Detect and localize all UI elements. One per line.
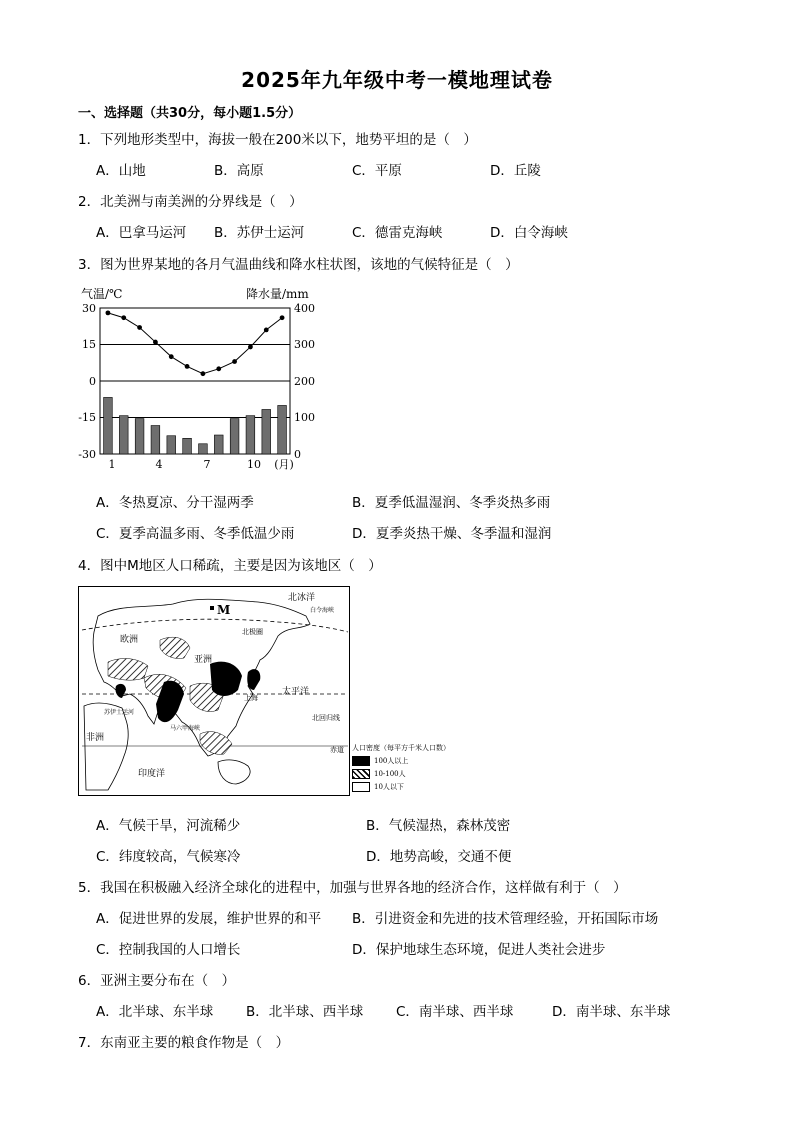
temp-point-2 <box>121 315 126 320</box>
precip-bar-3 <box>135 419 144 454</box>
precip-bar-4 <box>151 426 160 454</box>
left-tick-15: 15 <box>82 338 96 351</box>
temp-point-8 <box>216 366 221 371</box>
label-shanghai: 上海 <box>244 694 258 702</box>
question-3: 3．图为世界某地的各月气温曲线和降水柱状图，该地的气候特征是（ ） <box>78 257 519 273</box>
q2-option-a[interactable]: A．巴拿马运河 <box>96 225 187 241</box>
precip-bar-12 <box>278 405 287 454</box>
q4-option-d[interactable]: D．地势高峻，交通不便 <box>366 849 512 865</box>
question-6: 6．亚洲主要分布在（ ） <box>78 973 236 989</box>
q1-option-c[interactable]: C．平原 <box>352 163 402 179</box>
label-pacific: 太平洋 <box>282 687 310 697</box>
q1-option-a[interactable]: A．山地 <box>96 163 146 179</box>
precip-bar-6 <box>183 438 192 454</box>
q5-option-c[interactable]: C．控制我国的人口增长 <box>96 942 241 958</box>
legend-swatch-medium <box>352 769 370 779</box>
q6-option-b[interactable]: B．北半球、西半球 <box>246 1004 364 1020</box>
legend-label-medium: 10-100人 <box>374 770 406 778</box>
precip-bar-8 <box>214 435 223 454</box>
temp-point-5 <box>169 354 174 359</box>
right-ticks <box>294 302 315 461</box>
temperature-curve <box>108 313 282 374</box>
climate-chart <box>76 284 326 474</box>
label-malacca: 马六甲海峡 <box>170 725 201 732</box>
label-indian-ocean: 印度洋 <box>138 769 166 779</box>
question-5: 5．我国在积极融入经济全球化的进程中，加强与世界各地的经济合作，这样做有利于（ ） <box>78 880 627 896</box>
map-legend <box>352 743 482 792</box>
q4-option-b[interactable]: B．气候湿热，森林茂密 <box>366 818 511 834</box>
question-1: 1．下列地形类型中，海拔一般在200米以下，地势平坦的是（ ） <box>78 132 477 148</box>
label-asia: 亚洲 <box>194 655 213 665</box>
q2-option-c[interactable]: C．德雷克海峡 <box>352 225 443 241</box>
legend-item-low <box>352 782 482 792</box>
temperature-line <box>106 310 285 376</box>
label-africa: 非洲 <box>86 733 105 743</box>
temp-point-3 <box>137 325 142 330</box>
x-ticks <box>109 458 294 471</box>
label-tropic: 北回归线 <box>312 714 340 722</box>
legend-item-medium <box>352 769 482 779</box>
question-7: 7．东南亚主要的粮食作物是（ ） <box>78 1035 290 1051</box>
right-tick-400: 400 <box>294 302 315 315</box>
q5-option-a[interactable]: A．促进世界的发展，维护世界的和平 <box>96 911 322 927</box>
temp-point-7 <box>201 371 206 376</box>
left-tick-30: 30 <box>82 302 96 315</box>
legend-swatch-low <box>352 782 370 792</box>
q2-option-b[interactable]: B．苏伊士运河 <box>214 225 305 241</box>
precip-bar-2 <box>119 416 128 454</box>
precip-bar-7 <box>199 444 208 454</box>
precip-bar-11 <box>262 409 271 454</box>
left-ticks <box>78 302 96 461</box>
section-heading: 一、选择题（共30分，每小题1.5分） <box>78 106 302 121</box>
x-tick-1: 1 <box>108 458 116 471</box>
q4-option-c[interactable]: C．纬度较高，气候寒冷 <box>96 849 241 865</box>
q6-option-c[interactable]: C．南半球、西半球 <box>396 1004 514 1020</box>
right-axis-label: 降水量/mm <box>246 287 309 301</box>
q1-option-d[interactable]: D．丘陵 <box>490 163 541 179</box>
right-tick-0: 0 <box>294 448 301 461</box>
question-4: 4．图中M地区人口稀疏，主要是因为该地区（ ） <box>78 558 382 574</box>
right-tick-300: 300 <box>294 338 315 351</box>
legend-title: 人口密度（每平方千米人口数） <box>352 744 450 752</box>
temp-point-10 <box>248 345 253 350</box>
left-tick-0: 0 <box>89 375 96 388</box>
q2-option-d[interactable]: D．白令海峡 <box>490 225 568 241</box>
label-m: M <box>217 603 231 617</box>
q4-option-a[interactable]: A．气候干旱，河流稀少 <box>96 818 241 834</box>
temp-point-4 <box>153 340 158 345</box>
x-tick-7: 7 <box>203 458 211 471</box>
x-tick-10: 10 <box>247 458 261 471</box>
label-arctic-ocean: 北冰洋 <box>288 593 316 603</box>
left-axis-label: 气温/℃ <box>81 287 123 301</box>
precipitation-bars <box>104 397 287 454</box>
precip-bar-9 <box>230 419 239 454</box>
q1-option-b[interactable]: B．高原 <box>214 163 264 179</box>
gridlines <box>100 345 290 418</box>
q5-option-d[interactable]: D．保护地球生态环境，促进人类社会进步 <box>352 942 606 958</box>
right-tick-200: 200 <box>294 375 315 388</box>
left-tick-minus15: -15 <box>78 411 96 424</box>
temp-point-6 <box>185 364 190 369</box>
precip-bar-5 <box>167 436 176 454</box>
population-map <box>78 586 350 796</box>
label-arctic-circle: 北极圈 <box>242 628 263 636</box>
legend-swatch-high <box>352 756 370 766</box>
precip-bar-1 <box>104 397 113 454</box>
right-tick-100: 100 <box>294 411 315 424</box>
q3-option-d[interactable]: D．夏季炎热干燥、冬季温和湿润 <box>352 526 552 542</box>
marker-m <box>210 606 214 610</box>
x-tick-4: 4 <box>155 458 163 471</box>
q6-option-a[interactable]: A．北半球、东半球 <box>96 1004 214 1020</box>
temp-point-1 <box>106 310 111 315</box>
label-bering: 白令海峡 <box>310 607 335 614</box>
temp-point-9 <box>232 359 237 364</box>
page-title: 2025年九年级中考一模地理试卷 <box>241 68 553 92</box>
question-2: 2．北美洲与南美洲的分界线是（ ） <box>78 194 303 210</box>
q5-option-b[interactable]: B．引进资金和先进的技术管理经验，开拓国际市场 <box>352 911 659 927</box>
temp-point-11 <box>264 328 269 333</box>
precip-bar-10 <box>246 416 255 454</box>
left-tick-minus30: -30 <box>78 448 96 461</box>
q3-option-c[interactable]: C．夏季高温多雨、冬季低温少雨 <box>96 526 295 542</box>
label-europe: 欧洲 <box>120 635 139 645</box>
q3-option-a[interactable]: A．冬热夏凉、分干湿两季 <box>96 495 254 511</box>
x-unit: (月) <box>274 458 294 471</box>
legend-label-high: 100人以上 <box>374 757 409 765</box>
temp-point-12 <box>280 315 285 320</box>
q6-option-d[interactable]: D．南半球、东半球 <box>552 1004 671 1020</box>
legend-item-high <box>352 756 482 766</box>
label-equator: 赤道 <box>330 746 344 754</box>
label-suez: 苏伊士运河 <box>104 709 135 716</box>
legend-label-low: 10人以下 <box>374 783 404 791</box>
q3-option-b[interactable]: B．夏季低温湿润、冬季炎热多雨 <box>352 495 551 511</box>
